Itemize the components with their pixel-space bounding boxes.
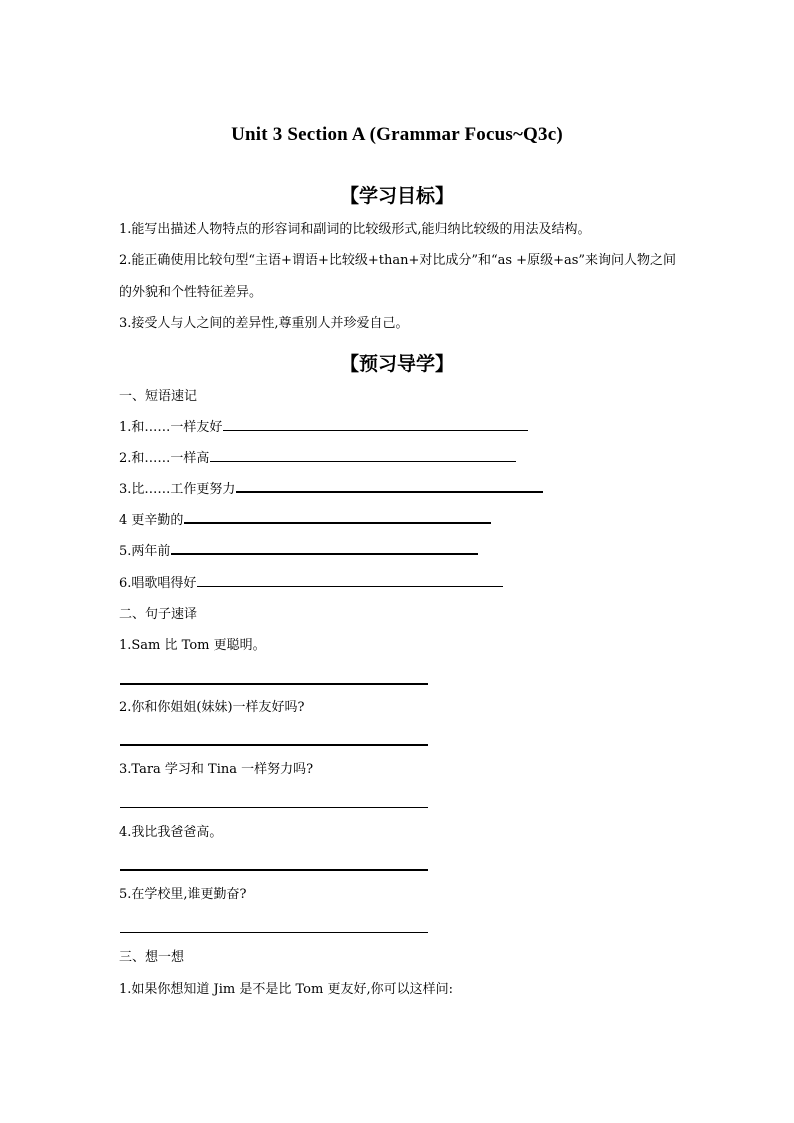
phrase-label: 1.和……一样友好 (119, 420, 223, 435)
sentence-item-2: 2.你和你姐姐(妹妹)一样友好吗? (119, 700, 305, 715)
phrase-label: 4 更辛勤的 (119, 513, 184, 528)
phrase-label: 2.和……一样高 (119, 451, 210, 466)
sentence-item-1: 1.Sam 比 Tom 更聪明。 (119, 638, 266, 653)
phrase-item-1 (119, 419, 528, 437)
sentence-item-4: 4.我比我爸爸高。 (119, 825, 223, 840)
section3-title: 三、想一想 (119, 950, 185, 965)
objective-item-2-continued: 的外貌和个性特征差异。 (119, 285, 263, 300)
sentence-answer-line-2[interactable] (120, 744, 428, 746)
phrase-item-2 (119, 450, 516, 468)
phrase-answer-blank[interactable] (197, 585, 503, 587)
phrase-item-6 (119, 575, 503, 593)
phrase-answer-blank[interactable] (171, 552, 478, 555)
page-title: Unit 3 Section A (Grammar Focus~Q3c) (231, 124, 563, 145)
objectives-heading: 【学习目标】 (339, 185, 454, 207)
sentence-answer-line-4[interactable] (120, 869, 428, 871)
sentence-answer-line-5[interactable] (120, 932, 428, 933)
objective-item-1: 1.能写出描述人物特点的形容词和副词的比较级形式,能归纳比较级的用法及结构。 (119, 222, 591, 237)
sentence-item-5: 5.在学校里,谁更勤奋? (119, 887, 247, 902)
sentence-answer-line-1[interactable] (120, 683, 428, 685)
phrase-label: 6.唱歌唱得好 (119, 576, 197, 591)
phrase-item-3 (119, 481, 543, 499)
thinking-item-1: 1.如果你想知道 Jim 是不是比 Tom 更友好,你可以这样问: (119, 982, 453, 997)
phrase-label: 3.比……工作更努力 (119, 482, 236, 497)
objective-item-2: 2.能正确使用比较句型“主语+谓语+比较级+than+对比成分”和“as +原级+as”来询问人物之间 (119, 253, 677, 268)
phrase-item-5 (119, 543, 478, 561)
phrase-answer-blank[interactable] (223, 429, 528, 431)
sentence-item-3: 3.Tara 学习和 Tina 一样努力吗? (119, 762, 314, 777)
section1-title: 一、短语速记 (119, 389, 198, 404)
phrase-item-4 (119, 512, 491, 530)
objective-item-3: 3.接受人与人之间的差异性,尊重别人并珍爱自己。 (119, 316, 409, 331)
phrase-answer-blank[interactable] (210, 460, 516, 462)
sentence-answer-line-3[interactable] (120, 807, 428, 808)
phrase-label: 5.两年前 (119, 544, 171, 559)
preview-heading: 【预习导学】 (339, 353, 454, 375)
phrase-answer-blank[interactable] (236, 490, 543, 493)
phrase-answer-blank[interactable] (184, 521, 491, 524)
section2-title: 二、句子速译 (119, 607, 198, 622)
